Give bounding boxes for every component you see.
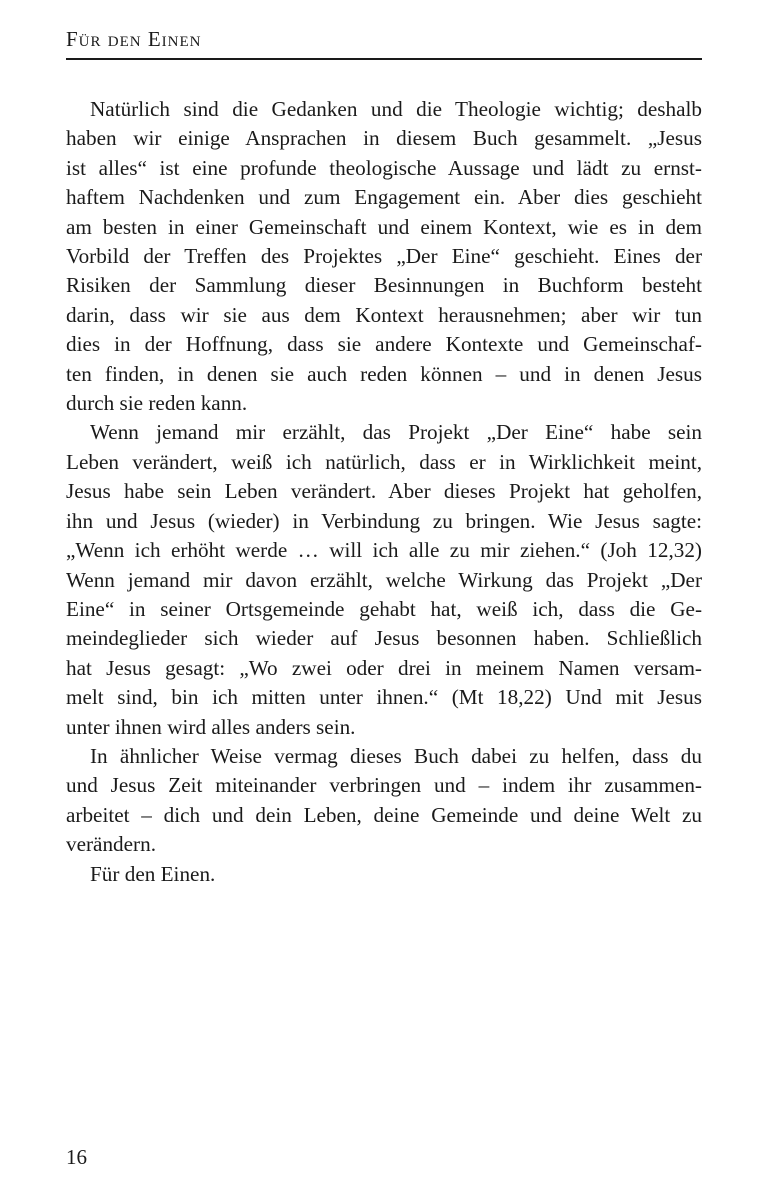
text-line: In ähnlicher Weise vermag dieses Buch dabei zu helfen, dass du: [90, 743, 702, 768]
paragraph-2: [66, 418, 702, 741]
text-line: Für den Einen.: [90, 861, 216, 886]
text-line: ten finden, in denen sie auch reden können – und in denen Jesus: [66, 361, 702, 386]
text-line: ihn und Jesus (wieder) in Verbindung zu bringen. Wie Jesus sagte:: [66, 508, 702, 533]
text-line: arbeitet – dich und dein Leben, deine Gemeinde und deine Welt zu: [66, 802, 702, 827]
text-line: Wenn jemand mir davon erzählt, welche Wirkung das Projekt „Der: [66, 567, 702, 592]
text-line: verändern.: [66, 832, 156, 857]
text-line: haben wir einige Ansprachen in diesem Buch gesammelt. „Jesus: [66, 126, 702, 151]
paragraph-4: [66, 860, 702, 889]
text-line: durch sie reden kann.: [66, 391, 248, 416]
body-text: [66, 95, 702, 889]
text-line: melt sind, bin ich mitten unter ihnen.“ (Mt 18,22) Und mit Jesus: [66, 685, 702, 710]
text-line: Eine“ in seiner Ortsgemeinde gehabt hat, weiß ich, dass die Ge-: [66, 596, 702, 621]
text-line: unter ihnen wird alles anders sein.: [66, 714, 356, 739]
paragraph-1: [66, 95, 702, 418]
text-line: Natürlich sind die Gedanken und die Theologie wichtig; deshalb: [90, 97, 702, 121]
text-line: meindeglieder sich wieder auf Jesus besonnen haben. Schließlich: [66, 626, 702, 651]
text-line: Wenn jemand mir erzählt, das Projekt „Der Eine“ habe sein: [90, 420, 702, 445]
text-line: und Jesus Zeit miteinander verbringen und – indem ihr zusammen-: [66, 773, 702, 798]
text-line: am besten in einer Gemeinschaft und einem Kontext, wie es in dem: [66, 214, 702, 239]
text-line: Leben verändert, weiß ich natürlich, dass er in Wirklichkeit meint,: [66, 449, 702, 474]
text-line: Risiken der Sammlung dieser Besinnungen in Buchform besteht: [66, 273, 702, 298]
text-line: Vorbild der Treffen des Projektes „Der Eine“ geschieht. Eines der: [66, 244, 702, 269]
paragraph-3: [66, 742, 702, 860]
text-line: hat Jesus gesagt: „Wo zwei oder drei in meinem Namen versam-: [66, 655, 702, 680]
text-line: Jesus habe sein Leben verändert. Aber dieses Projekt hat geholfen,: [66, 479, 702, 504]
running-head: Für den Einen: [66, 27, 202, 51]
text-line: haftem Nachdenken und zum Engagement ein. Aber dies geschieht: [66, 185, 702, 210]
text-line: dies in der Hoffnung, dass sie andere Kontexte und Gemeinschaf-: [66, 332, 702, 357]
text-line: „Wenn ich erhöht werde … will ich alle zu mir ziehen.“ (Joh 12,32): [66, 538, 702, 563]
header-rule: [66, 58, 702, 60]
page-number: 16: [66, 1145, 87, 1169]
text-line: darin, dass wir sie aus dem Kontext herausnehmen; aber wir tun: [66, 302, 702, 327]
text-line: ist alles“ ist eine profunde theologische Aussage und lädt zu ernst-: [66, 155, 702, 180]
